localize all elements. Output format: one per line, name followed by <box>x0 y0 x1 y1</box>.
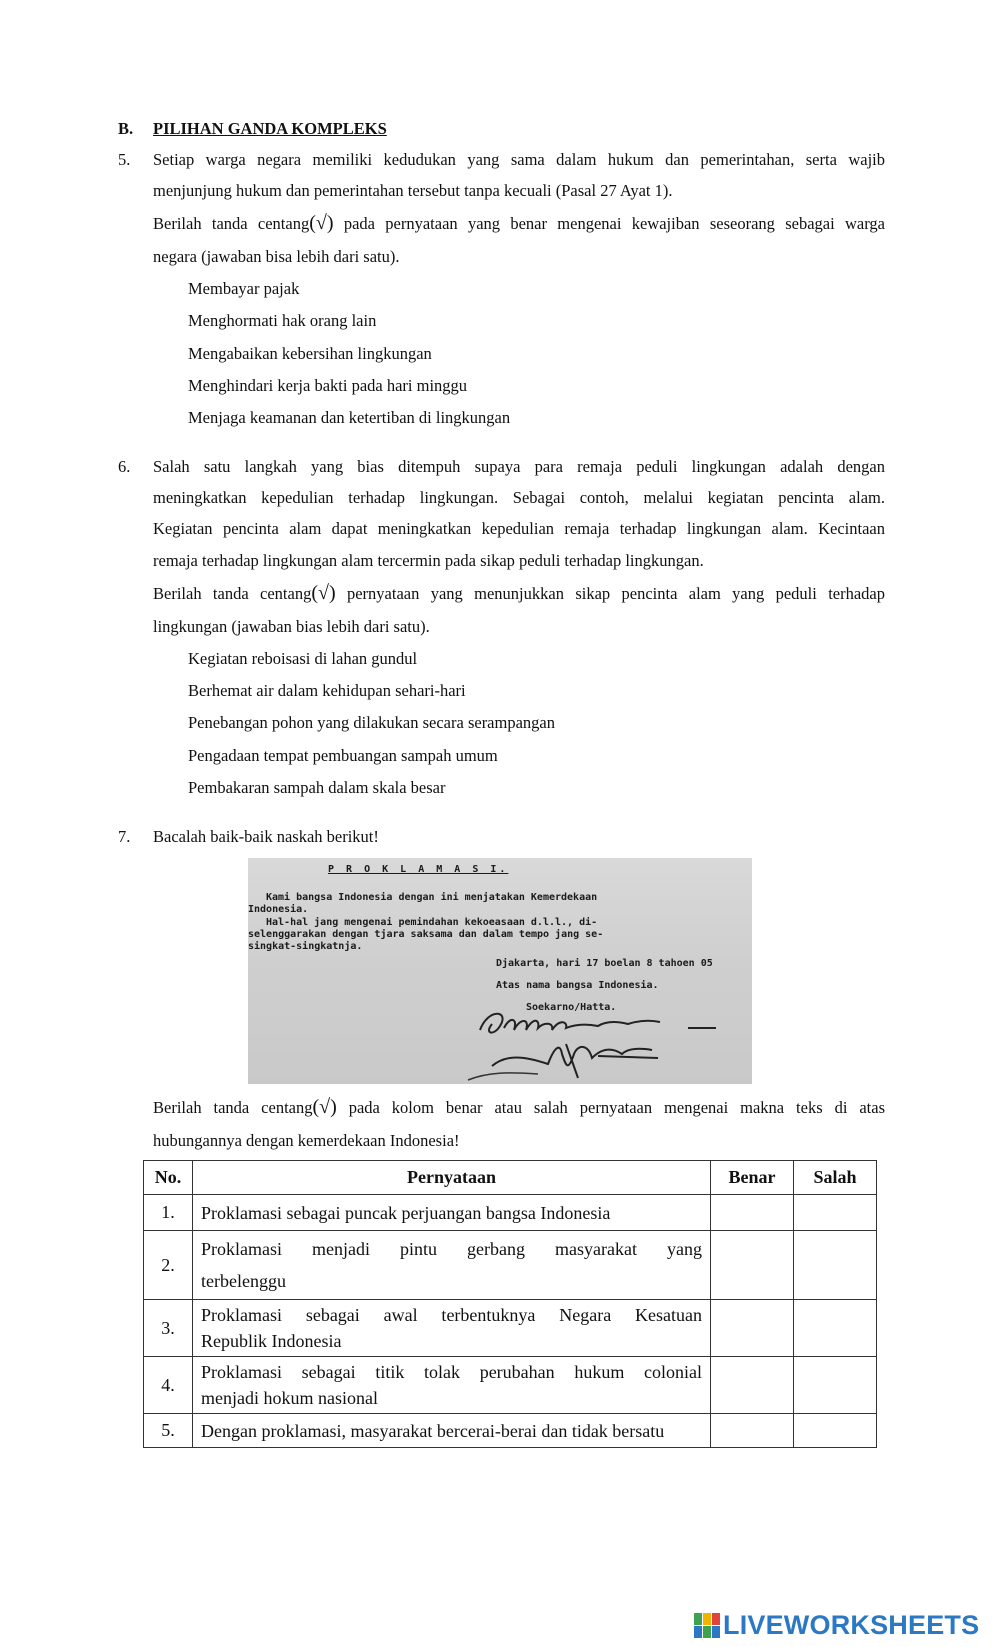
q6-stem-line: remaja terhadap lingkungan alam tercermin pada sikap peduli terhadap lingkungan. <box>153 551 704 570</box>
doc-line: singkat-singkatnja. <box>248 941 363 952</box>
q6-option[interactable]: Kegiatan reboisasi di lahan gundul <box>188 649 418 668</box>
q6-option[interactable]: Pembakaran sampah dalam skala besar <box>188 778 446 797</box>
q5-option[interactable]: Menghormati hak orang lain <box>188 311 377 330</box>
q5-option[interactable]: Menghindari kerja bakti pada hari minggu <box>188 376 468 395</box>
row-statement: Proklamasi sebagai awal terbentuknya Negara Kesatuan Republik Indonesia <box>193 1300 711 1357</box>
q6-option[interactable]: Pengadaan tempat pembuangan sampah umum <box>188 746 498 765</box>
header-true: Benar <box>711 1161 794 1195</box>
header-statement: Pernyataan <box>193 1161 711 1195</box>
header-no: No. <box>144 1161 193 1195</box>
table-row <box>144 1357 877 1414</box>
section-letter: B. <box>118 119 134 138</box>
true-checkbox-cell[interactable] <box>711 1414 794 1448</box>
q6-stem-line: meningkatkan kepedulian terhadap lingkungan. Sebagai contoh, melalui kegiatan pencinta alam. <box>153 488 885 507</box>
q5-instruction-line: negara (jawaban bisa lebih dari satu). <box>153 247 400 266</box>
table-row <box>144 1231 877 1300</box>
q5-instruction: Berilah tanda centang(√) pada pernyataan yang benar mengenai kewajiban seseorang sebagai warga <box>153 212 885 234</box>
doc-heading: P R O K L A M A S I. <box>328 864 509 875</box>
q6-stem-line: Salah satu langkah yang bias ditempuh supaya para remaja peduli lingkungan adalah dengan <box>153 457 885 476</box>
check-mark-icon: (√) <box>311 582 336 604</box>
proclamation-document-image <box>248 858 752 1084</box>
table-header-row <box>144 1161 877 1195</box>
header-false: Salah <box>794 1161 877 1195</box>
row-statement: Dengan proklamasi, masyarakat bercerai-berai dan tidak bersatu <box>193 1414 711 1448</box>
true-checkbox-cell[interactable] <box>711 1300 794 1357</box>
doc-line: Djakarta, hari 17 boelan 8 tahoen 05 <box>496 958 713 969</box>
q6-option[interactable]: Penebangan pohon yang dilakukan secara serampangan <box>188 713 555 732</box>
q6-number: 6. <box>118 457 131 476</box>
q5-stem-line: Setiap warga negara memiliki kedudukan yang sama dalam hukum dan pemerintahan, serta wajib <box>153 150 885 169</box>
q5-number: 5. <box>118 150 131 169</box>
q7-stem: Bacalah baik-baik naskah berikut! <box>153 827 379 846</box>
true-checkbox-cell[interactable] <box>711 1195 794 1231</box>
q7-instruction-line: hubungannya dengan kemerdekaan Indonesia! <box>153 1131 460 1150</box>
false-checkbox-cell[interactable] <box>794 1195 877 1231</box>
check-mark-icon: (√) <box>309 212 334 234</box>
q5-stem-line: menjunjung hukum dan pemerintahan tersebut tanpa kecuali (Pasal 27 Ayat 1). <box>153 181 673 200</box>
row-number: 1. <box>144 1195 193 1231</box>
logo-mark-icon <box>694 1613 720 1638</box>
true-checkbox-cell[interactable] <box>711 1231 794 1300</box>
check-mark-icon: (√) <box>312 1096 337 1118</box>
row-statement: Proklamasi sebagai puncak perjuangan bangsa Indonesia <box>193 1195 711 1231</box>
q7-number: 7. <box>118 827 131 846</box>
table-row <box>144 1195 877 1231</box>
false-checkbox-cell[interactable] <box>794 1357 877 1414</box>
table-row <box>144 1414 877 1448</box>
doc-line: Kami bangsa Indonesia dengan ini menjatakan Kemerdekaan <box>266 892 598 903</box>
q5-option[interactable]: Mengabaikan kebersihan lingkungan <box>188 344 432 363</box>
table-row <box>144 1300 877 1357</box>
row-number: 3. <box>144 1300 193 1357</box>
row-number: 4. <box>144 1357 193 1414</box>
q5-option[interactable]: Membayar pajak <box>188 279 300 298</box>
doc-line: selenggarakan dengan tjara saksama dan dalam tempo jang se- <box>248 929 604 940</box>
logo-text: LIVEWORKSHEETS <box>723 1609 980 1640</box>
false-checkbox-cell[interactable] <box>794 1414 877 1448</box>
q6-instruction-line: lingkungan (jawaban bias lebih dari satu). <box>153 617 430 636</box>
answer-table <box>143 1160 877 1448</box>
q5-option[interactable]: Menjaga keamanan dan ketertiban di lingkungan <box>188 408 511 427</box>
q6-stem-line: Kegiatan pencinta alam dapat meningkatkan kepedulian remaja terhadap lingkungan alam. Kecintaan <box>153 519 885 538</box>
q7-instruction: Berilah tanda centang(√) pada kolom benar atau salah pernyataan mengenai makna teks di atas <box>153 1096 885 1118</box>
row-number: 5. <box>144 1414 193 1448</box>
row-statement: Proklamasi sebagai titik tolak perubahan hukum colonial menjadi hokum nasional <box>193 1357 711 1414</box>
doc-line: Hal-hal jang mengenai pemindahan kekoeasaan d.l.l., di- <box>266 917 598 928</box>
row-statement: Proklamasi menjadi pintu gerbang masyarakat yang terbelenggu <box>193 1231 711 1300</box>
doc-line: Soekarno/Hatta. <box>526 1002 617 1013</box>
doc-line: Atas nama bangsa Indonesia. <box>496 980 659 991</box>
false-checkbox-cell[interactable] <box>794 1231 877 1300</box>
true-checkbox-cell[interactable] <box>711 1357 794 1414</box>
signature-drawing <box>248 858 752 1084</box>
row-number: 2. <box>144 1231 193 1300</box>
q6-option[interactable]: Berhemat air dalam kehidupan sehari-hari <box>188 681 466 700</box>
false-checkbox-cell[interactable] <box>794 1300 877 1357</box>
q6-instruction: Berilah tanda centang(√) pernyataan yang menunjukkan sikap pencinta alam yang peduli terhadap <box>153 582 885 604</box>
liveworksheets-logo <box>694 1611 979 1639</box>
doc-line: Indonesia. <box>248 904 309 915</box>
section-title: PILIHAN GANDA KOMPLEKS <box>153 119 387 138</box>
